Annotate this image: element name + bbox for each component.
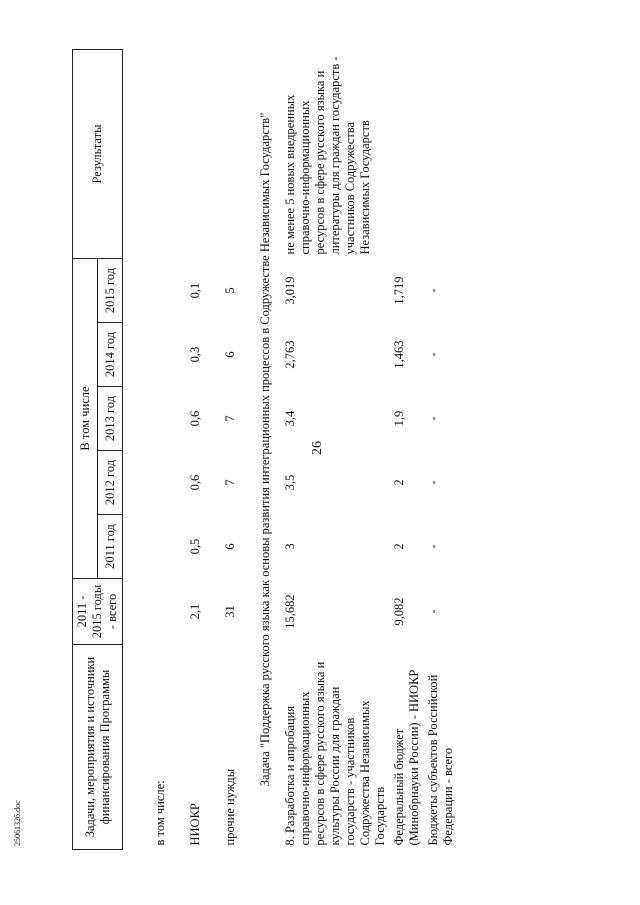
row-value: 2 (392, 479, 406, 486)
row-value: - (426, 480, 440, 485)
row-total: 2,1 (188, 603, 202, 620)
header-including: В том числе (73, 259, 98, 579)
header-year: 2011 год (98, 515, 123, 579)
row-value: 0,6 (188, 410, 202, 427)
page-number: 26 (310, 441, 325, 455)
row-value: 0,1 (188, 282, 202, 299)
row-value: - (426, 544, 440, 549)
landscape-table-sheet (72, 50, 617, 850)
row-value: - (426, 288, 440, 293)
task-title: Задача "Поддержка русского языка как основы развития интеграционных процессов в Содружестве Независимых Государств" (258, 112, 272, 787)
row-value: 3,4 (283, 410, 297, 427)
header-year: 2012 год (98, 451, 123, 515)
program-funding-table (72, 49, 458, 850)
table-row (424, 50, 458, 850)
table-row (390, 50, 424, 850)
header-tasks: Задачи, мероприятия и источники финансирования Программы (73, 645, 123, 850)
table-row (213, 50, 248, 850)
task-row (248, 50, 281, 850)
row-name: Бюджеты субъектов Российской Федерации - всего (426, 674, 455, 846)
row-value: 1,719 (392, 276, 406, 305)
table-row (281, 50, 390, 850)
row-value: 0,3 (188, 346, 202, 363)
row-total: - (426, 609, 440, 614)
row-value: 3 (283, 543, 297, 550)
row-value: - (426, 416, 440, 421)
row-value: 0,5 (188, 538, 202, 555)
row-value: 7 (223, 479, 237, 486)
header-year: 2015 год (98, 259, 123, 323)
header-year: 2013 год (98, 387, 123, 451)
row-name: прочие нужды (223, 768, 237, 846)
document-id: 2506132б.doc (13, 800, 22, 846)
row-value: 6 (223, 543, 237, 550)
row-name: НИОКР (188, 803, 202, 846)
row-total: 31 (223, 605, 237, 618)
row-result: не менее 5 новых внедренных справочно-информационных ресурсов в сфере русского языка и литературы для граждан государств - участников Содружества Независимых Государств (283, 56, 372, 255)
row-value: 3,5 (283, 474, 297, 491)
header-year: 2014 год (98, 323, 123, 387)
header-total: 2011 - 2015 годы - всего (73, 579, 123, 645)
row-value: 6 (223, 351, 237, 358)
row-value: - (426, 352, 440, 357)
header-results: Результаты (73, 50, 123, 259)
row-total: 15,682 (283, 594, 297, 629)
row-name: Федеральный бюджет (Минобрнауки России) - НИОКР (392, 669, 421, 846)
row-name: 8. Разработка и апробация справочно-информационных ресурсов в сфере русского языка и культуры России для граждан государств - участников Содружества Независимых Государств (283, 661, 387, 846)
table-row (143, 50, 178, 850)
row-value: 2,763 (283, 340, 297, 369)
row-value: 3,019 (283, 276, 297, 305)
row-name: в том числе: (153, 780, 167, 846)
row-value: 5 (223, 287, 237, 294)
table-row (178, 50, 213, 850)
row-value: 1,9 (392, 410, 406, 427)
row-value: 1,463 (392, 340, 406, 369)
row-value: 0,6 (188, 474, 202, 491)
row-total: 9,082 (392, 597, 406, 626)
row-value: 2 (392, 543, 406, 550)
row-value: 7 (223, 415, 237, 422)
